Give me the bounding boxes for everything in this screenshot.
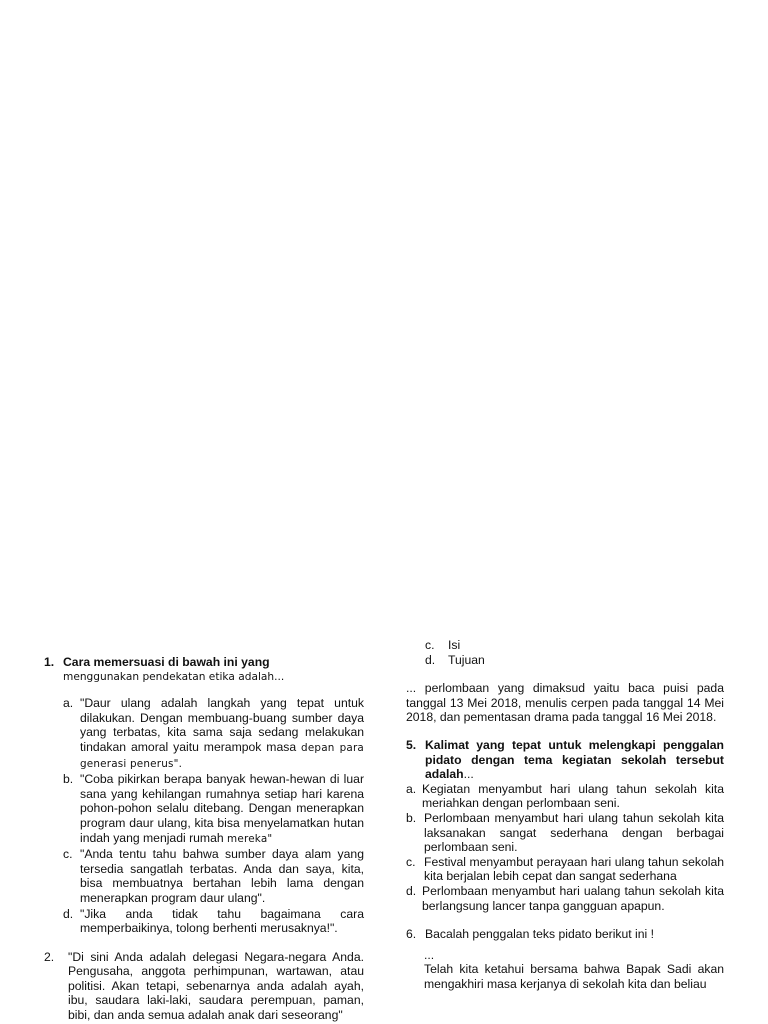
- option-letter: a.: [63, 696, 74, 711]
- option-letter: c.: [425, 638, 435, 652]
- option-d: [425, 653, 724, 668]
- option-a: [406, 782, 724, 811]
- option-text-tail: depan para generasi penerus".: [80, 741, 364, 770]
- right-column: [406, 638, 724, 991]
- question-6-ellipsis: ...: [424, 947, 435, 962]
- option-c: [406, 855, 724, 884]
- question-6: [406, 927, 724, 991]
- question-5-heading: [406, 738, 724, 782]
- option-b: [63, 772, 364, 846]
- question-number: 2.: [44, 949, 55, 964]
- left-column: [44, 655, 364, 1023]
- option-text: Tujuan: [448, 652, 485, 667]
- question-text: Bacalah penggalan teks pidato berikut ini !: [425, 927, 655, 942]
- option-c: [425, 638, 724, 653]
- option-text: Perlombaan menyambut hari ualang tahun sekolah kita berlangsung lancer tanpa gangguan apapun.: [422, 883, 724, 913]
- question-1: [44, 655, 364, 936]
- question-6-passage: Telah kita ketahui bersama bahwa Bapak Sadi akan mengakhiri masa kerjanya di sekolah kita dan beliau: [424, 962, 724, 991]
- question-number: 6.: [406, 927, 417, 942]
- speech-excerpt-paragraph: ... perlombaan yang dimaksud yaitu baca puisi pada tanggal 13 Mei 2018, menulis cerpen pada tanggal 14 Mei 2018, dan pementasan drama pada tanggal 16 Mei 2018.: [406, 681, 724, 725]
- option-letter: d.: [406, 883, 417, 898]
- question-subtext: menggunakan pendekatan etika adalah...: [63, 670, 285, 683]
- question-1-heading: [44, 655, 364, 670]
- option-letter: d.: [425, 652, 436, 667]
- option-text: Festival menyambut perayaan hari ulang tahun sekolah kita berjalan lebih cepat dan sangat sederhana: [424, 854, 724, 884]
- option-a: [63, 696, 364, 771]
- option-letter: d.: [63, 906, 74, 921]
- option-text: Isi: [448, 638, 461, 652]
- question-number: 1.: [44, 655, 55, 669]
- question-5-options: [406, 782, 724, 913]
- option-d: [63, 907, 364, 936]
- question-text: "Di sini Anda adalah delegasi Negara-negara Anda. Pengusaha, anggota perhimpunan, wartawan, atau politisi. Akan tetapi, sebenarnya anda adalah ayah, ibu, saudara laki-laki, saudara perempuan, paman, bibi, dan anda semua adalah anak dari seseorang": [68, 949, 364, 1023]
- question-text: Kalimat yang tepat untuk melengkapi penggalan pidato dengan tema kegiatan sekolah tersebut adalah: [425, 737, 724, 782]
- question-text: Cara memersuasi di bawah ini yang: [63, 655, 270, 669]
- option-text: "Jika anda tidak tahu bagaimana cara memperbaikinya, tolong berhenti merusaknya!".: [80, 906, 364, 936]
- option-letter: b.: [406, 810, 417, 825]
- option-letter: b.: [63, 772, 74, 787]
- question-2-heading: [44, 950, 364, 1023]
- option-d: [406, 884, 724, 913]
- question-number: 5.: [406, 737, 417, 752]
- previous-question-options: [406, 638, 724, 667]
- option-text: "Daur ulang adalah langkah yang tepat untuk dilakukan. Dengan membuang-buang sumber daya yang terbatas, kita sama saja sedang melakukan tindakan amoral yaitu merampok masa: [80, 696, 364, 754]
- question-5: [406, 738, 724, 913]
- question-ellipsis: ...: [463, 767, 474, 782]
- question-1-options: [44, 696, 364, 936]
- option-text-tail: mereka": [227, 832, 273, 845]
- option-letter: c.: [63, 847, 73, 862]
- option-text: "Coba pikirkan berapa banyak hewan-hewan di luar sana yang kehilangan rumahnya setiap hari karena pohon-pohon selalu ditebang. Dengan menerapkan program daur ulang, kita bisa menyelamatkan hutan indah yang menjadi rumah: [80, 772, 364, 845]
- option-letter: a.: [406, 781, 417, 796]
- question-6-heading: [406, 927, 724, 942]
- option-text: Kegiatan menyambut hari ulang tahun sekolah kita meriahkan dengan perlombaan seni.: [422, 781, 724, 811]
- option-text: "Anda tentu tahu bahwa sumber daya alam yang tersedia sangatlah terbatas. Anda dan saya, kita, bisa membuatnya bertahan lebih lama dengan menerapkan program daur ulang".: [80, 847, 364, 905]
- option-c: [63, 847, 364, 905]
- option-letter: c.: [406, 854, 416, 869]
- option-b: [406, 811, 724, 855]
- option-text: Perlombaan menyambut hari ulang tahun sekolah kita laksanakan sangat sederhana dengan berbagai perlombaan seni.: [424, 810, 724, 855]
- question-2: [44, 950, 364, 1023]
